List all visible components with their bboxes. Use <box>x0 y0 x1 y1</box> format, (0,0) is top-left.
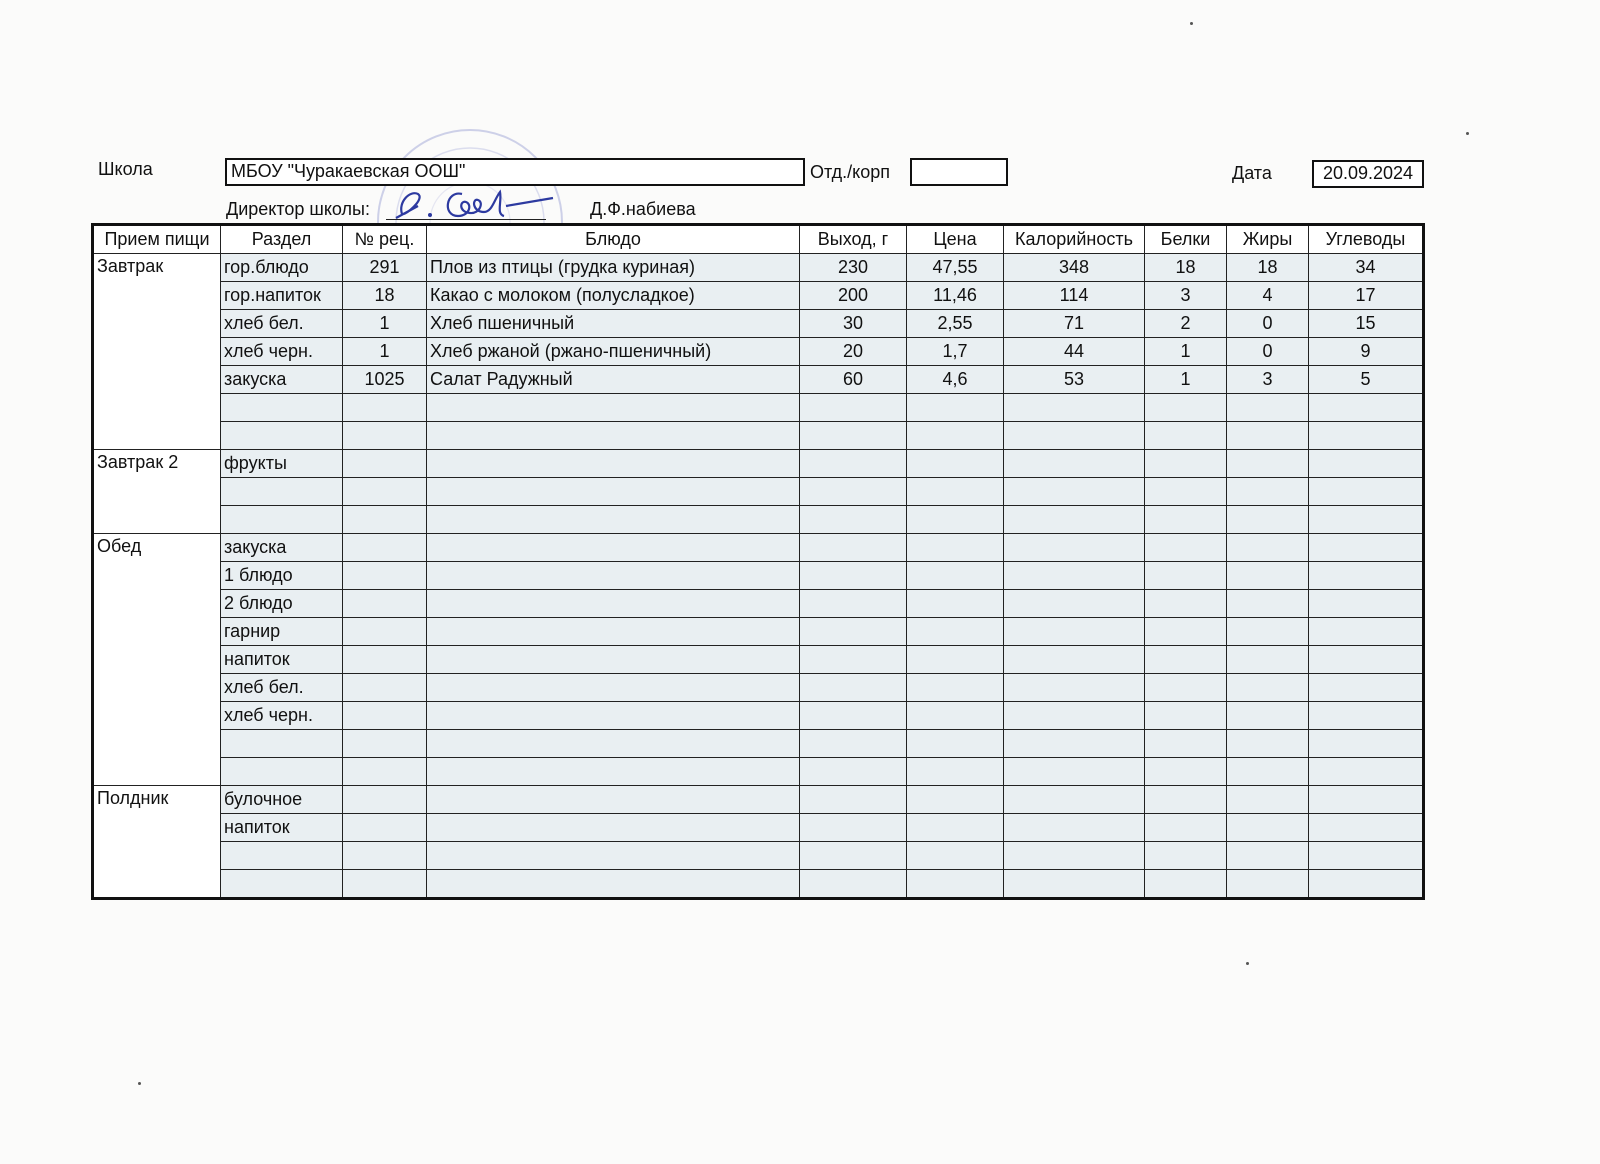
recipe-cell <box>343 674 427 702</box>
recipe-cell <box>343 618 427 646</box>
table-row <box>93 506 1424 534</box>
recipe-cell <box>343 562 427 590</box>
fat-cell <box>1227 646 1309 674</box>
dish-cell <box>427 786 800 814</box>
fat-cell <box>1227 618 1309 646</box>
section-cell: булочное <box>221 786 343 814</box>
carbs-cell: 17 <box>1309 282 1424 310</box>
price-cell: 2,55 <box>907 310 1004 338</box>
recipe-cell: 1 <box>343 310 427 338</box>
table-row <box>93 478 1424 506</box>
yield-cell <box>800 534 907 562</box>
price-cell <box>907 674 1004 702</box>
price-cell <box>907 730 1004 758</box>
section-cell: напиток <box>221 814 343 842</box>
calories-cell <box>1004 674 1145 702</box>
fat-cell <box>1227 786 1309 814</box>
price-cell <box>907 590 1004 618</box>
fat-cell <box>1227 450 1309 478</box>
calories-cell <box>1004 506 1145 534</box>
carbs-cell <box>1309 562 1424 590</box>
fat-cell: 0 <box>1227 310 1309 338</box>
table-row <box>93 562 1424 590</box>
recipe-cell: 291 <box>343 254 427 282</box>
section-cell: гор.блюдо <box>221 254 343 282</box>
fat-cell <box>1227 702 1309 730</box>
section-cell: хлеб черн. <box>221 338 343 366</box>
table-row <box>93 702 1424 730</box>
yield-cell <box>800 786 907 814</box>
school-label: Школа <box>98 159 153 179</box>
col-header-protein: Белки <box>1145 225 1227 254</box>
price-cell <box>907 394 1004 422</box>
carbs-cell <box>1309 814 1424 842</box>
table-row <box>93 786 1424 814</box>
price-cell <box>907 842 1004 870</box>
protein-cell <box>1145 534 1227 562</box>
fat-cell <box>1227 534 1309 562</box>
recipe-cell <box>343 814 427 842</box>
fat-cell <box>1227 870 1309 899</box>
fat-cell: 0 <box>1227 338 1309 366</box>
calories-cell: 44 <box>1004 338 1145 366</box>
dish-cell <box>427 702 800 730</box>
price-cell <box>907 422 1004 450</box>
table-row <box>93 450 1424 478</box>
table-row <box>93 590 1424 618</box>
price-cell <box>907 758 1004 786</box>
fat-cell <box>1227 506 1309 534</box>
section-cell: хлеб черн. <box>221 702 343 730</box>
recipe-cell <box>343 646 427 674</box>
protein-cell <box>1145 814 1227 842</box>
recipe-cell <box>343 870 427 899</box>
carbs-cell: 9 <box>1309 338 1424 366</box>
protein-cell <box>1145 674 1227 702</box>
calories-cell: 114 <box>1004 282 1145 310</box>
price-cell <box>907 478 1004 506</box>
fat-cell <box>1227 590 1309 618</box>
header-row <box>93 225 1424 254</box>
price-cell <box>907 870 1004 899</box>
protein-cell <box>1145 450 1227 478</box>
recipe-cell: 18 <box>343 282 427 310</box>
fat-cell <box>1227 842 1309 870</box>
protein-cell <box>1145 702 1227 730</box>
recipe-cell <box>343 478 427 506</box>
protein-cell: 3 <box>1145 282 1227 310</box>
section-cell: 2 блюдо <box>221 590 343 618</box>
recipe-cell <box>343 394 427 422</box>
recipe-cell <box>343 590 427 618</box>
table-row <box>93 422 1424 450</box>
scan-speck <box>138 1082 141 1085</box>
section-cell: гор.напиток <box>221 282 343 310</box>
carbs-cell <box>1309 506 1424 534</box>
fat-cell <box>1227 730 1309 758</box>
yield-cell: 200 <box>800 282 907 310</box>
meal-name-cell: Завтрак 2 <box>93 450 221 534</box>
protein-cell <box>1145 590 1227 618</box>
dish-cell: Какао с молоком (полусладкое) <box>427 282 800 310</box>
calories-cell <box>1004 562 1145 590</box>
protein-cell <box>1145 562 1227 590</box>
recipe-cell <box>343 702 427 730</box>
dish-cell <box>427 506 800 534</box>
yield-cell: 20 <box>800 338 907 366</box>
calories-cell <box>1004 394 1145 422</box>
protein-cell: 2 <box>1145 310 1227 338</box>
yield-cell <box>800 422 907 450</box>
table-row <box>93 366 1424 394</box>
price-cell <box>907 506 1004 534</box>
carbs-cell <box>1309 786 1424 814</box>
yield-cell <box>800 730 907 758</box>
calories-cell <box>1004 590 1145 618</box>
fat-cell <box>1227 394 1309 422</box>
protein-cell <box>1145 618 1227 646</box>
protein-cell <box>1145 842 1227 870</box>
yield-cell: 230 <box>800 254 907 282</box>
protein-cell <box>1145 478 1227 506</box>
scan-speck <box>1246 962 1249 965</box>
carbs-cell <box>1309 730 1424 758</box>
yield-cell: 30 <box>800 310 907 338</box>
fat-cell: 4 <box>1227 282 1309 310</box>
price-cell <box>907 786 1004 814</box>
table-row <box>93 842 1424 870</box>
protein-cell <box>1145 506 1227 534</box>
table-row <box>93 730 1424 758</box>
recipe-cell <box>343 730 427 758</box>
dish-cell <box>427 534 800 562</box>
dish-cell <box>427 870 800 899</box>
protein-cell <box>1145 646 1227 674</box>
school-field[interactable]: МБОУ "Чуракаевская ООШ" <box>225 158 805 186</box>
dish-cell <box>427 394 800 422</box>
table-row <box>93 814 1424 842</box>
dish-cell <box>427 478 800 506</box>
yield-cell: 60 <box>800 366 907 394</box>
yield-cell <box>800 506 907 534</box>
dish-cell <box>427 674 800 702</box>
meal-name-cell: Завтрак <box>93 254 221 450</box>
yield-cell <box>800 870 907 899</box>
calories-cell <box>1004 842 1145 870</box>
col-header-meal: Прием пищи <box>93 225 221 254</box>
yield-cell <box>800 758 907 786</box>
section-cell: фрукты <box>221 450 343 478</box>
section-cell <box>221 394 343 422</box>
price-cell <box>907 814 1004 842</box>
calories-cell <box>1004 646 1145 674</box>
dish-cell <box>427 450 800 478</box>
table-row <box>93 394 1424 422</box>
director-label: Директор школы: <box>226 199 370 219</box>
yield-cell <box>800 450 907 478</box>
section-cell: 1 блюдо <box>221 562 343 590</box>
protein-cell <box>1145 730 1227 758</box>
signature-icon <box>388 180 563 228</box>
fat-cell <box>1227 674 1309 702</box>
price-cell: 11,46 <box>907 282 1004 310</box>
table-row <box>93 310 1424 338</box>
yield-cell <box>800 478 907 506</box>
carbs-cell <box>1309 674 1424 702</box>
yield-cell <box>800 702 907 730</box>
date-label: Дата <box>1232 163 1272 183</box>
section-cell: закуска <box>221 366 343 394</box>
recipe-cell <box>343 758 427 786</box>
calories-cell <box>1004 786 1145 814</box>
section-cell <box>221 870 343 899</box>
calories-cell <box>1004 870 1145 899</box>
section-cell <box>221 730 343 758</box>
carbs-cell <box>1309 646 1424 674</box>
dish-cell <box>427 842 800 870</box>
section-cell <box>221 422 343 450</box>
table-row <box>93 870 1424 899</box>
dish-cell: Хлеб ржаной (ржано-пшеничный) <box>427 338 800 366</box>
carbs-cell <box>1309 534 1424 562</box>
table-row <box>93 758 1424 786</box>
scan-speck <box>1190 22 1193 25</box>
protein-cell <box>1145 870 1227 899</box>
calories-cell: 348 <box>1004 254 1145 282</box>
carbs-cell <box>1309 422 1424 450</box>
protein-cell: 1 <box>1145 366 1227 394</box>
carbs-cell <box>1309 702 1424 730</box>
recipe-cell <box>343 450 427 478</box>
calories-cell <box>1004 618 1145 646</box>
fat-cell: 18 <box>1227 254 1309 282</box>
calories-cell <box>1004 758 1145 786</box>
yield-cell <box>800 590 907 618</box>
menu-body <box>93 254 1424 899</box>
section-cell <box>221 506 343 534</box>
dish-cell <box>427 814 800 842</box>
yield-cell <box>800 674 907 702</box>
dish-cell: Плов из птицы (грудка куриная) <box>427 254 800 282</box>
recipe-cell <box>343 506 427 534</box>
col-header-dish: Блюдо <box>427 225 800 254</box>
table-row <box>93 534 1424 562</box>
col-header-yield: Выход, г <box>800 225 907 254</box>
director-name: Д.Ф.набиева <box>590 199 696 219</box>
yield-cell <box>800 618 907 646</box>
dept-label: Отд./корп <box>810 162 890 182</box>
yield-cell <box>800 842 907 870</box>
protein-cell <box>1145 786 1227 814</box>
price-cell: 4,6 <box>907 366 1004 394</box>
carbs-cell <box>1309 842 1424 870</box>
section-cell: гарнир <box>221 618 343 646</box>
table-row <box>93 674 1424 702</box>
protein-cell <box>1145 758 1227 786</box>
carbs-cell <box>1309 758 1424 786</box>
carbs-cell <box>1309 590 1424 618</box>
dish-cell <box>427 646 800 674</box>
dish-cell <box>427 618 800 646</box>
recipe-cell <box>343 842 427 870</box>
calories-cell <box>1004 814 1145 842</box>
dish-cell: Хлеб пшеничный <box>427 310 800 338</box>
price-cell <box>907 562 1004 590</box>
meal-name-cell: Обед <box>93 534 221 786</box>
recipe-cell: 1025 <box>343 366 427 394</box>
col-header-recipe: № рец. <box>343 225 427 254</box>
col-header-fat: Жиры <box>1227 225 1309 254</box>
date-field[interactable]: 20.09.2024 <box>1312 160 1424 188</box>
section-cell <box>221 758 343 786</box>
yield-cell <box>800 394 907 422</box>
recipe-cell <box>343 422 427 450</box>
protein-cell: 18 <box>1145 254 1227 282</box>
section-cell: хлеб бел. <box>221 674 343 702</box>
fat-cell <box>1227 814 1309 842</box>
fat-cell <box>1227 478 1309 506</box>
price-cell <box>907 646 1004 674</box>
calories-cell <box>1004 702 1145 730</box>
yield-cell <box>800 562 907 590</box>
table-row <box>93 338 1424 366</box>
carbs-cell: 15 <box>1309 310 1424 338</box>
fat-cell <box>1227 422 1309 450</box>
calories-cell <box>1004 534 1145 562</box>
price-cell: 47,55 <box>907 254 1004 282</box>
price-cell <box>907 702 1004 730</box>
carbs-cell: 5 <box>1309 366 1424 394</box>
price-cell <box>907 618 1004 646</box>
price-cell <box>907 450 1004 478</box>
calories-cell <box>1004 450 1145 478</box>
table-row <box>93 254 1424 282</box>
table-row <box>93 646 1424 674</box>
section-cell <box>221 478 343 506</box>
dept-field[interactable] <box>910 158 1008 186</box>
dish-cell: Салат Радужный <box>427 366 800 394</box>
calories-cell <box>1004 422 1145 450</box>
recipe-cell <box>343 786 427 814</box>
section-cell <box>221 842 343 870</box>
fat-cell <box>1227 758 1309 786</box>
recipe-cell <box>343 534 427 562</box>
calories-cell: 53 <box>1004 366 1145 394</box>
dish-cell <box>427 590 800 618</box>
yield-cell <box>800 814 907 842</box>
carbs-cell <box>1309 618 1424 646</box>
dish-cell <box>427 730 800 758</box>
protein-cell <box>1145 422 1227 450</box>
recipe-cell: 1 <box>343 338 427 366</box>
carbs-cell <box>1309 394 1424 422</box>
menu-table <box>91 223 1425 900</box>
section-cell: напиток <box>221 646 343 674</box>
carbs-cell: 34 <box>1309 254 1424 282</box>
calories-cell <box>1004 730 1145 758</box>
dish-cell <box>427 422 800 450</box>
section-cell: закуска <box>221 534 343 562</box>
section-cell: хлеб бел. <box>221 310 343 338</box>
protein-cell <box>1145 394 1227 422</box>
calories-cell <box>1004 478 1145 506</box>
fat-cell: 3 <box>1227 366 1309 394</box>
carbs-cell <box>1309 870 1424 899</box>
protein-cell: 1 <box>1145 338 1227 366</box>
table-row <box>93 618 1424 646</box>
col-header-carbs: Углеводы <box>1309 225 1424 254</box>
price-cell: 1,7 <box>907 338 1004 366</box>
calories-cell: 71 <box>1004 310 1145 338</box>
yield-cell <box>800 646 907 674</box>
col-header-price: Цена <box>907 225 1004 254</box>
scan-speck <box>1466 132 1469 135</box>
col-header-calories: Калорийность <box>1004 225 1145 254</box>
carbs-cell <box>1309 478 1424 506</box>
meal-name-cell: Полдник <box>93 786 221 899</box>
dish-cell <box>427 562 800 590</box>
fat-cell <box>1227 562 1309 590</box>
table-row <box>93 282 1424 310</box>
col-header-section: Раздел <box>221 225 343 254</box>
carbs-cell <box>1309 450 1424 478</box>
price-cell <box>907 534 1004 562</box>
dish-cell <box>427 758 800 786</box>
